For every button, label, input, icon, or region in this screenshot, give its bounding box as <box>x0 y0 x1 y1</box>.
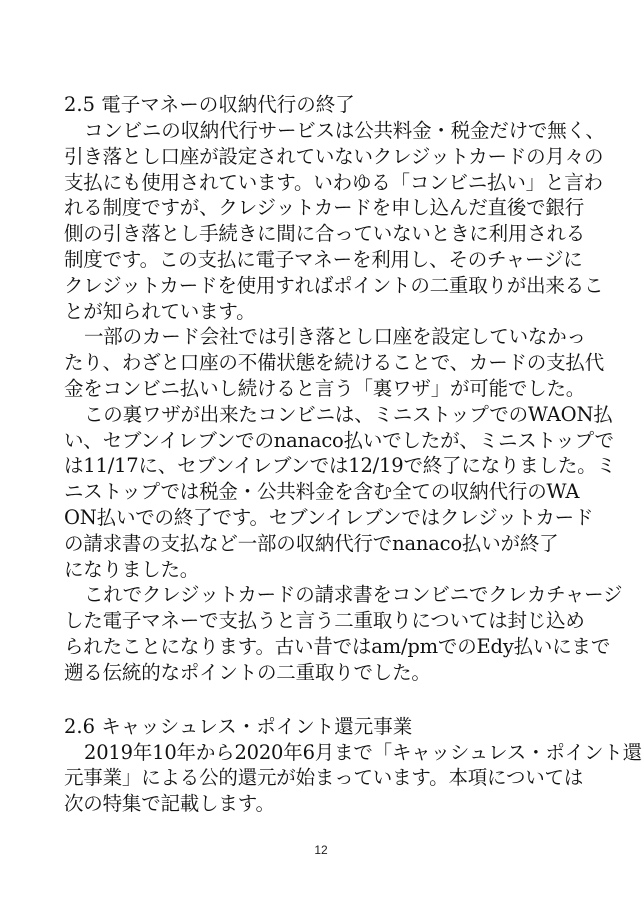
paragraph-line: 引き落とし口座が設定されていないクレジットカードの月々の <box>64 144 604 168</box>
paragraph-line: 元事業」による公的還元が始まっています。本項については <box>64 766 584 790</box>
paragraph-line: これでクレジットカードの請求書をコンビニでクレカチャージ <box>84 583 623 607</box>
paragraph-line: の請求書の支払など一部の収納代行でnanaco払いが終了 <box>64 531 559 555</box>
paragraph-line: クレジットカードを使用すればポイントの二重取りが出来るこ <box>64 273 604 297</box>
section-2-6-heading: 2.6 キャッシュレス・ポイント還元事業 <box>64 714 413 738</box>
paragraph-line: られたことになります。古い昔ではam/pmでのEdy払いにまで <box>64 634 611 658</box>
paragraph-line: とが知られています。 <box>64 299 256 323</box>
paragraph-line: れる制度ですが、クレジットカードを申し込んだ直後で銀行 <box>64 196 585 220</box>
paragraph-line: 次の特集で記載します。 <box>64 792 275 816</box>
page-number: 12 <box>314 843 328 857</box>
paragraph-line: この裏ワザが出来たコンビニは、ミニストップでのWAON払 <box>84 402 613 426</box>
paragraph-line: 2019年10年から2020年6月まで「キャッシュレス・ポイント還 <box>84 740 642 764</box>
paragraph-line: たり、わざと口座の不備状態を続けることで、カードの支払代 <box>64 351 605 375</box>
paragraph-line: 一部のカード会社では引き落とし口座を設定していなかっ <box>84 325 586 349</box>
paragraph-line: 遡る伝統的なポイントの二重取りでした。 <box>64 660 431 684</box>
paragraph-line: になりました。 <box>64 557 200 581</box>
section-2-5-heading: 2.5 電子マネーの収納代行の終了 <box>64 93 355 116</box>
paragraph-line: 側の引き落とし手続きに間に合っていないときに利用される <box>64 222 586 246</box>
section-gap <box>64 686 584 714</box>
page-content <box>64 92 642 817</box>
paragraph-line: 支払にも使用されています。いわゆる「コンビニ払い」と言わ <box>64 170 603 194</box>
paragraph-line: い、セブンイレブンでのnanaco払いでしたが、ミニストップで <box>64 428 614 452</box>
paragraph-line: 金をコンビニ払いし続けると言う「裏ワザ」が可能でした。 <box>64 376 586 400</box>
paragraph-line: は11/17に、セブンイレブンでは12/19で終了になりました。ミ <box>64 454 616 478</box>
paragraph-line: 制度です。この支払に電子マネーを利用し、そのチャージに <box>64 247 583 271</box>
paragraph-line: ON払いでの終了です。セブンイレブンではクレジットカード <box>64 505 594 529</box>
paragraph-line: ニストップでは税金・公共料金を含む全ての収納代行のWA <box>64 480 580 504</box>
paragraph-line: コンビニの収納代行サービスは公共料金・税金だけで無く、 <box>84 119 605 142</box>
paragraph-line: した電子マネーで支払うと言う二重取りについては封じ込め <box>64 609 585 633</box>
